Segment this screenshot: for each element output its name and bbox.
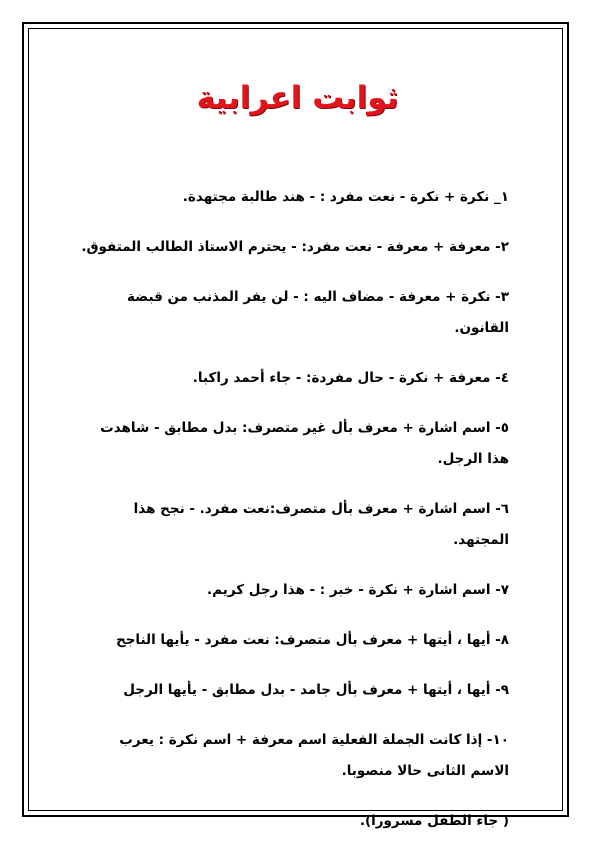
rule-item-3: ٣- نكرة + معرفة - مضاف اليه : - لن يفر المذنب من قبضة القانون. — [126, 289, 509, 336]
rule-item-9: ٩- أيها ، أيتها + معرف بأل جامد - بدل مطابق - يأيها الرجل — [123, 682, 509, 698]
rule-item-5: ٥- اسم اشارة + معرف بأل غير متصرف: بدل مطابق - شاهدت هذا الرجل. — [100, 420, 509, 467]
rule-item-7: ٧- اسم اشارة + نكرة - خبر : - هذا رجل كريم. — [207, 582, 509, 598]
rule-item-10: ١٠- إذا كانت الجملة الفعلية اسم معرفة + اسم نكرة : يعرب الاسم الثانى حالا منصوبا. — [119, 732, 509, 779]
rule-item-2: ٢- معرفة + معرفة - نعت مفرد: - يحترم الاستاذ الطالب المتفوق. — [81, 239, 509, 255]
example-note: ( جاء الطفل مسرورا). — [359, 813, 509, 829]
rule-item-1: ١_ نكرة + نكرة - نعت مفرد : - هند طالبة مجتهدة. — [182, 189, 509, 205]
rule-item-8: ٨- أيها ، أيتها + معرف بأل متصرف: نعت مفرد - يأيها الناجح — [115, 632, 509, 648]
page-title: ثوابت اعرابية — [196, 80, 399, 116]
rules-list — [79, 182, 509, 856]
rule-item-6: ٦- اسم اشارة + معرف بأل متصرف:نعت مفرد. - نجح هذا المجتهد. — [133, 501, 509, 548]
rule-item-4: ٤- معرفة + نكرة - حال مفردة: - جاء أحمد راكبا. — [192, 370, 509, 386]
